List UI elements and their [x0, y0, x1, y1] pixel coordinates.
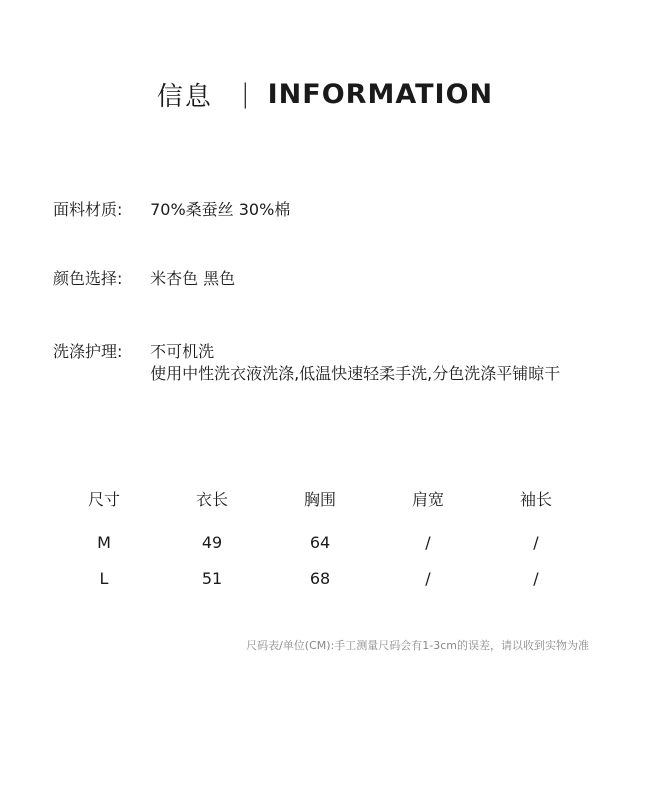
fabric-values	[150, 199, 290, 221]
cell-length: 49	[201, 532, 223, 552]
header-length: 衣长	[195, 489, 228, 509]
header-size: 尺寸	[87, 489, 120, 509]
cell-sleeve: /	[533, 532, 539, 552]
care-row	[53, 341, 560, 385]
title-cn: 信息	[156, 81, 213, 112]
fabric-row	[53, 199, 290, 221]
page-header	[0, 74, 650, 114]
cell-length: 51	[201, 568, 223, 588]
cell-chest: 64	[309, 532, 331, 552]
cell-chest: 68	[309, 568, 331, 588]
color-label: 颜色选择:	[53, 269, 123, 288]
size-table-header	[50, 480, 590, 516]
cell-sleeve: /	[533, 568, 539, 588]
cell-shoulder: /	[425, 532, 431, 552]
care-line-2: 使用中性洗衣液洗涤,低温快速轻柔手洗,分色洗涤平铺晾干	[150, 364, 561, 383]
title-separator: |	[240, 79, 250, 109]
table-row	[50, 524, 590, 560]
cell-size: M	[97, 532, 111, 552]
color-values	[150, 268, 235, 290]
header-chest: 胸围	[303, 489, 336, 509]
color-row	[53, 268, 235, 290]
size-table	[50, 480, 590, 596]
size-note: 尺码表/单位(CM):手工测量尺码会有1-3cm的误差，请以收到实物为准	[246, 639, 589, 652]
table-row	[50, 560, 590, 596]
header-sleeve: 袖长	[519, 489, 552, 509]
fabric-label: 面料材质:	[53, 200, 123, 219]
cell-shoulder: /	[425, 568, 431, 588]
cell-size: L	[99, 568, 109, 588]
title-en: INFORMATION	[267, 78, 494, 110]
header-shoulder: 肩宽	[411, 489, 444, 509]
care-values	[150, 341, 560, 385]
care-line-1: 不可机洗	[150, 342, 215, 361]
color-value: 米杏色 黑色	[150, 269, 236, 288]
fabric-value: 70%桑蚕丝 30%棉	[150, 200, 291, 219]
care-label: 洗涤护理:	[53, 342, 123, 361]
